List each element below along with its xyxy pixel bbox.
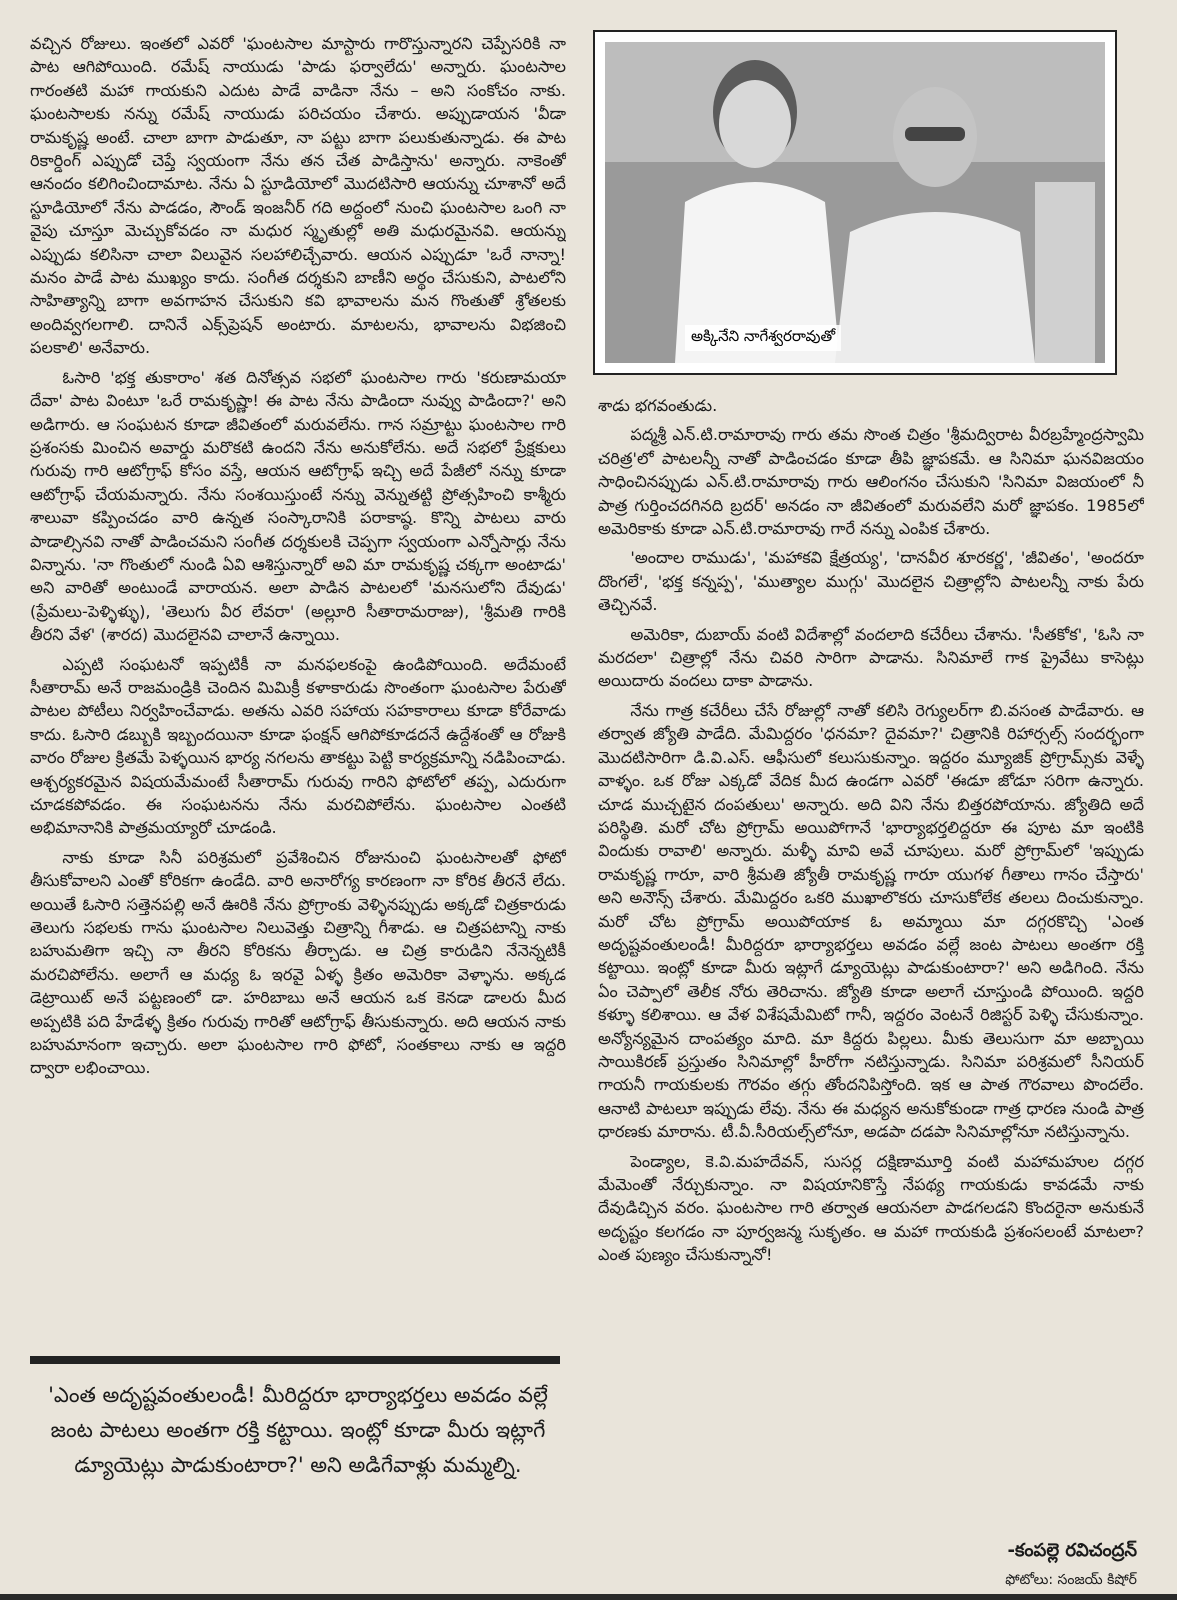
photo-credit: ఫోటోలు: సంజయ్ కిషోర్ [1005, 1572, 1137, 1588]
article-paragraph: ఓసారి 'భక్త తుకారాం' శత దినోత్సవ సభలో ఘంటసాల గారు 'కరుణామయా దేవా' పాట వింటూ 'ఒరే రామకృష్ణా! ఈ పాట నేను పాడిందా నువ్వు పాడిందా?' అని అడిగారు. ఆ సంఘటన కూడా జీవితంలో మరువలేను. గాన సమ్రాట్టు ఘంటసాల గారి ప్రశంసకు మించిన అవార్డు మరొకటి ఉందని నేను అనుకోలేను. అదే సభలో ప్రేక్షకులు గురువు గారి ఆటోగ్రాఫ్ కోసం వస్తే, ఆయన ఆటోగ్రాఫ్ ఇచ్చి అదే పేజీలో నన్ను కూడా ఆటోగ్రాఫ్ చేయమన్నారు. నేను సంశయిస్తుంటే నన్ను వెన్నుతట్టి ప్రోత్సహించి కాశ్మీరు శాలువా కప్పించడం వారి ఉన్నత సంస్కారానికి పరాకాష్ఠ. కొన్ని పాటలు వారు పాడాల్సినవి నాతో పాడించమని సంగీత దర్శకులకి చెప్పగా స్వయంగా ఎన్నోసార్లు నేను విన్నాను. 'నా గొంతులో నుండి ఏవి ఆశిస్తున్నారో అవి మా రామకృష్ణ చక్కగా అంటాడు' అని వారితో అంటుండే వారాయన. అలా పాడిన పాటలలో 'మనసులోని దేవుడు' (ప్రేమలు-పెళ్ళిళ్ళు), 'తెలుగు వీర లేవరా' (అల్లూరి సీతారామరాజు), 'శ్రీమతి గారికి తీరని వేళ' (శారద) మొదలైనవి చాలానే ఉన్నాయి. [30, 367, 566, 645]
pull-quote: 'ఎంత అదృష్టవంతులండీ! మీరిద్దరూ భార్యాభర్తలు అవడం వల్లే జంట పాటలు అంతగా రక్తి కట్టాయి. ఇంట్లో కూడా మీరు ఇట్లాగే డ్యూయెట్లు పాడుకుంటారా?' అని అడిగేవాళ్లు మమ్మల్ని. [48, 1383, 548, 1477]
left-article-column [30, 32, 566, 1352]
article-paragraph: శాడు భగవంతుడు. [598, 396, 718, 415]
author-byline: -కంపల్లె రవిచంద్రన్ [1007, 1540, 1137, 1561]
article-paragraph: 'అందాల రాముడు', 'మహాకవి క్షేత్రయ్య', 'దానవీర శూరకర్ణ', 'జీవితం', 'అందరూ దొంగలే', 'భక్త కన్నప్ప', 'ముత్యాల ముగ్గు' మొదలైన చిత్రాల్లోని పాటలన్నీ నాకు పేరు తెచ్చినవే. [598, 548, 1144, 615]
pull-quote-divider [30, 1356, 560, 1364]
article-paragraph: పద్మశ్రీ ఎన్.టి.రామారావు గారు తమ సొంత చిత్రం 'శ్రీమద్విరాట వీరబ్రహ్మేంద్రస్వామి చరిత్ర'లో పాటలన్నీ నాతో పాడించడం కూడా తీపి జ్ఞాపకమే. ఆ సినిమా ఘనవిజయం సాధించినప్పుడు ఎన్.టి.రామారావు గారు ఆలింగనం చేసుకుని 'సినిమా విజయంలో నీ పాత్ర గుర్తించదగినది బ్రదర్' అనడం నా జీవితంలో మరువలేని మరో జ్ఞాపకం. 1985లో అమెరికాకు కూడా ఎన్.టి.రామారావు గారే నన్ను ఎంపిక చేశారు. [598, 425, 1144, 539]
photo-frame [593, 30, 1117, 375]
article-paragraph: నేను గాత్ర కచేరీలు చేసే రోజుల్లో నాతో కలిసి రెగ్యులర్‌గా బి.వసంత పాడేవారు. ఆ తర్వాత జ్యోతి పాడేది. మేమిద్దరం 'ధనమా? దైవమా?' చిత్రానికి రిహార్సల్స్ సందర్భంగా మొదటిసారిగా డి.వి.ఎస్. ఆఫీసులో కలుసుకున్నాం. ఇద్దరం మ్యూజిక్ ప్రోగ్రామ్స్‌కు వెళ్ళే వాళ్ళం. ఒక రోజు ఎక్కడో వేదిక మీద ఉండగా ఎవరో 'ఈడూ జోడూ సరిగా ఉన్నారు. చూడ ముచ్చటైన దంపతులు' అన్నారు. అది విని నేను బిత్తరపోయాను. జ్యోతిది అదే పరిస్థితి. మరో చోట ప్రోగ్రామ్ అయిపోగానే 'భార్యాభర్తలిద్దరూ ఈ పూట మా ఇంటికి విందుకు రావాలి' అన్నారు. మళ్ళీ మావి అవే చూపులు. మరో ప్రోగ్రామ్‌లో 'ఇప్పుడు రామకృష్ణ గారూ, వారి శ్రీమతి జ్యోతీ రామకృష్ణ గారూ యుగళ గీతాలు గానం చేస్తారు' అని అనౌన్స్ చేశారు. మేమిద్దరం ఒకరి ముఖాలొకరు చూసుకోలేక తలలు దించుకున్నాం. మరో చోట ప్రోగ్రామ్ అయిపోయాక ఓ అమ్మాయి మా దగ్గరకొచ్చి 'ఎంత అదృష్టవంతులండీ! మీరిద్దరూ భార్యాభర్తలు అవడం వల్లే జంట పాటలు అంతగా రక్తి కట్టాయి. ఇంట్లో కూడా మీరు ఇట్లాగే డ్యూయెట్లు పాడుకుంటారా?' అని అడిగింది. నేను ఏం చెప్పాలో తెలీక నోరు తెరిచాను. జ్యోతి కూడా అలాగే చూస్తుండి పోయింది. ఇద్దరి కళ్ళూ కలిశాయి. ఆ వేళ విశేషమేమిటో గానీ, ఇద్దరం వెంటనే రిజిస్టర్ పెళ్ళి చేసుకున్నాం. అన్యోన్యమైన దాంపత్యం మాది. మా కిద్దరు పిల్లలు. మీకు తెలుసుగా మా అబ్బాయి సాయికిరణ్ ప్రస్తుతం సినిమాల్లో హీరోగా నటిస్తున్నాడు. సినిమా పరిశ్రమలో సీనియర్ గాయనీ గాయకులకు గౌరవం తగ్గు తోందనిపిస్తోంది. ఇక ఆ పాత గౌరవాలు పొందలేం. ఆనాటి పాటలూ ఇప్పుడు లేవు. నేను ఈ మధ్యన అనుకోకుండా గాత్ర ధారణ నుండి పాత్ర ధారణకు మారాను. టీ.వీ.సీరియల్స్‌లోనూ, అడపా దడపా సినిమాల్లోనూ నటిస్తున్నాను. [598, 700, 1144, 1142]
photo-illustration [605, 42, 1105, 363]
article-paragraph: నాకు కూడా సినీ పరిశ్రమలో ప్రవేశించిన రోజునుంచి ఘంటసాలతో ఫోటో తీసుకోవాలని ఎంతో కోరికగా ఉండేది. వారి అనారోగ్య కారణంగా నా కోరిక తీరనే లేదు. అయితే ఓసారి సత్తెనపల్లి అనే ఊరికి నేను ప్రోగ్రాంకు వెళ్ళినప్పుడు అక్కడో చిత్రకారుడు తెలుగు సభలకు గాను ఘంటసాల నిలువెత్తు చిత్రాన్ని గీశాడు. ఆ చిత్రపటాన్ని నాకు బహుమతిగా ఇచ్చి నా తీరని కోరికను తీర్చాడు. ఆ చిత్ర కారుడిని నేనెన్నటికీ మరచిపోలేను. అలాగే ఆ మధ్య ఓ ఇరవై ఏళ్ళ క్రితం అమెరికా వెళ్ళాను. అక్కడ డెట్రాయిట్ అనే పట్టణంలో డా. హరిబాబు అనే ఆయన ఒక కెనడా డాలరు మీద అప్పటికి పది హేడేళ్ళ క్రితం గురువు గారితో ఆటోగ్రాఫ్ తీసుకున్నారు. అది ఆయన నాకు బహుమానంగా ఇచ్చారు. అలా ఘంటసాల గారి ఫోటో, సంతకాలు నాకు ఆ ఇద్దరి ద్వారా లభించాయి. [30, 847, 566, 1078]
right-article-column [598, 394, 1144, 1544]
article-paragraph: వచ్చిన రోజులు. ఇంతలో ఎవరో 'ఘంటసాల మాస్టారు గారొస్తున్నారని చెప్పేసరికి నా పాట ఆగిపోయింది. రమేష్ నాయుడు 'పాడు ఫర్వాలేదు' అన్నారు. ఘంటసాల గారంతటి మహా గాయకుని ఎదుట పాడే వాడినా నేను – అని సంకోచం నాకు. ఘంటసాలకు నన్ను రమేష్ నాయుడు పరిచయం చేశారు. అప్పుడాయన 'వీడా రామకృష్ణ అంటే. చాలా బాగా పాడుతూ, నా పట్టు బాగా పలుకుతున్నాడు. ఈ పాట రికార్డింగ్ ఎప్పుడో చెప్తే స్వయంగా నేను తన చేత పాడిస్తాను' అన్నారు. నాకెంతో ఆనందం కలిగించిందామాట. నేను ఏ స్టూడియోలో మొదటిసారి ఆయన్ను చూశానో అదే స్టూడియోలో నేను పాడడం, సౌండ్ ఇంజనీర్ గది అద్దంలో నుంచి ఘంటసాల ఒంగి నా వైపు చూస్తూ మెచ్చుకోవడం నా మధుర స్మృతుల్లో అతి మధురమైనవి. ఆయన్ను ఎప్పుడు కలిసినా చాలా విలువైన సలహాలిచ్చేవారు. ఆయన ఎప్పుడూ 'ఒరే నాన్నా! మనం పాడే పాట ముఖ్యం కాదు. సంగీత దర్శకుని బాణీని అర్థం చేసుకుని, పాటలోని సాహిత్యాన్ని బాగా అవగాహన చేసుకుని కవి భావాలను మన గొంతుతో శ్రోతలకు అందివ్వగలగాలి. దానినే ఎక్స్‌ప్రెషన్ అంటారు. మాటలను, భావాలను విభజించి పలకాలి' అనేవారు. [30, 34, 566, 358]
photo-caption: అక్కినేని నాగేశ్వరరావుతో [685, 325, 841, 351]
bottom-divider [0, 1594, 1177, 1600]
article-paragraph: అమెరికా, దుబాయ్ వంటి విదేశాల్లో వందలాది కచేరీలు చేశాను. 'సీతకోక', 'ఓసి నా మరదలా' చిత్రాల్లో నేను చివరి సారిగా పాడాను. సినిమాలే గాక ప్రైవేటు కాసెట్లు అయిదారు వందలు దాకా పాడాను. [598, 624, 1144, 691]
photo-two-men [605, 42, 1105, 363]
article-paragraph: ఎప్పటి సంఘటనో ఇప్పటికీ నా మనఫలకంపై ఉండిపోయింది. అదేమంటే సీతారామ్ అనే రాజమండ్రికి చెందిన మిమిక్రీ కళాకారుడు సొంతంగా ఘంటసాల పేరుతో పాటల పోటీలు నిర్వహించేవాడు. అతను ఎవరి సహాయ సహకారాలు కూడా కోరేవాడు కాదు. ఓసారి డబ్బుకి ఇబ్బందయినా కూడా ఫంక్షన్ ఆగిపోకూడదనే ఉద్దేశంతో ఆ రోజుకి వారం రోజుల క్రితమే పెళ్ళయిన భార్య నగలను తాకట్టు పెట్టి కార్యక్రమాన్ని నడిపించాడు. ఆశ్చర్యకరమైన విషయమేమంటే సీతారామ్ గురువు గారిని ఫోటోలో తప్ప, ఎదురుగా చూడకపోవడం. ఈ సంఘటనను నేను మరచిపోలేను. ఘంటసాల ఎంతటి అభిమానానికి పాత్రమయ్యారో చూడండి. [30, 654, 566, 838]
article-paragraph: పెండ్యాల, కె.వి.మహదేవన్, సుసర్ల దక్షిణామూర్తి వంటి మహామహుల దగ్గర మేమెంతో నేర్చుకున్నాం. నా విషయానికొస్తే నేపథ్య గాయకుడు కావడమే నాకు దేవుడిచ్చిన వరం. ఘంటసాల గారి తర్వాత ఆయనలా పాడగలడని కొందరైనా అనుకునే అదృష్టం కలగడం నా పూర్వజన్మ సుకృతం. ఆ మహా గాయకుడి ప్రశంసలంటే మాటలా? ఎంత పుణ్యం చేసుకున్నానో! [598, 1151, 1144, 1265]
